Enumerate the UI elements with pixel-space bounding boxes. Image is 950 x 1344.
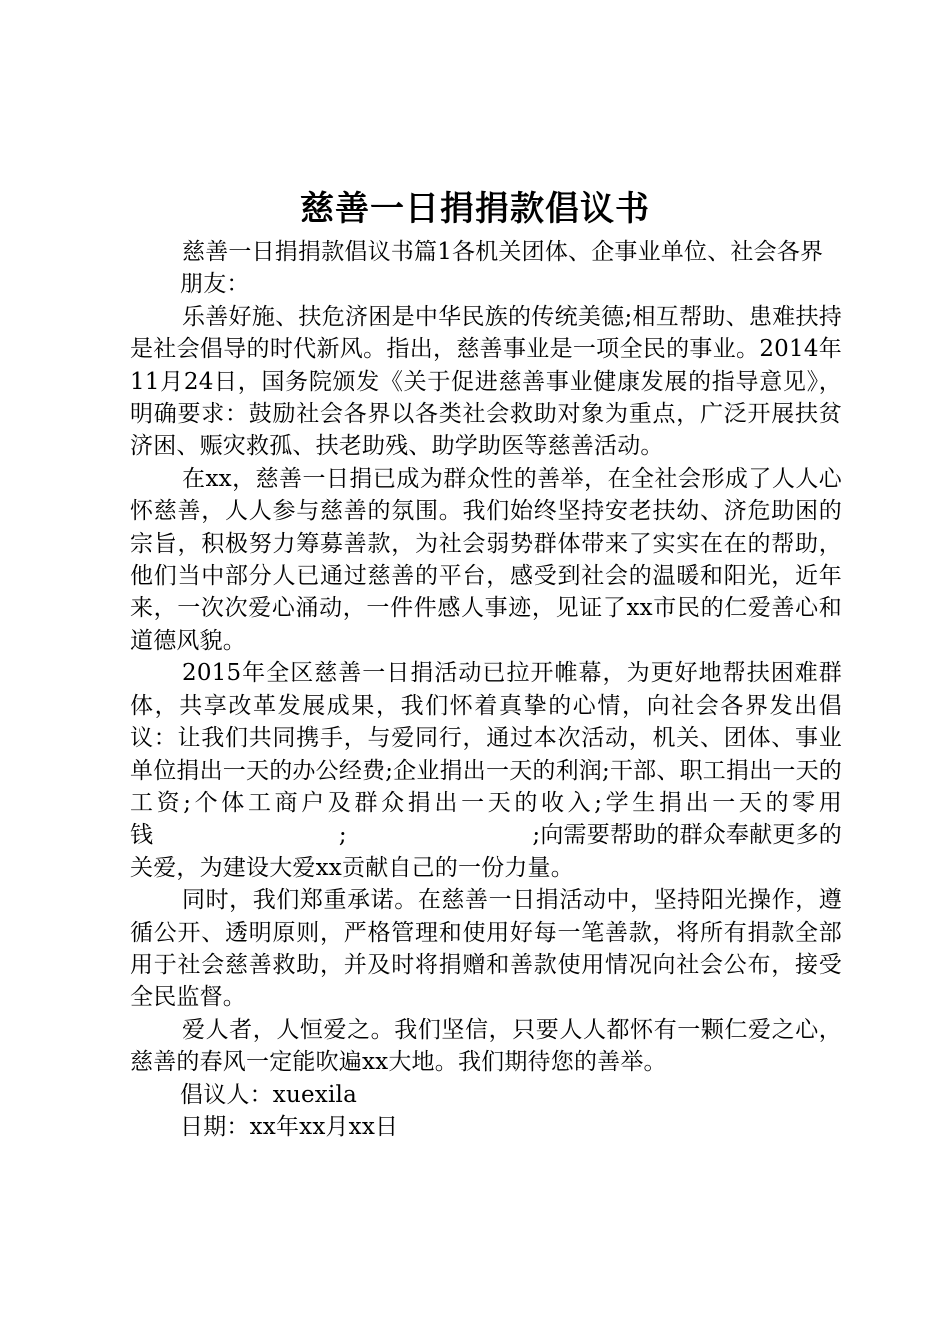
paragraph-salutation: 朋友： bbox=[180, 271, 250, 298]
paragraph-background: 乐善好施、扶危济困是中华民族的传统美德;相互帮助、患难扶持是社会倡导的时代新风。指出，慈善事业是一项全民的事业。2014年11月24日，国务院颁发《关于促进慈善事业健康发展的指导意见》，明确要求：鼓励社会各界以各类社会救助对象为重点，广泛开展扶贫济困、赈灾救孤、扶老助残、助学助医等慈善活动。 bbox=[130, 303, 842, 460]
document-body bbox=[130, 236, 842, 1143]
paragraph-proposal: 2015年全区慈善一日捐活动已拉开帷幕，为更好地帮扶困难群体，共享改革发展成果，我们怀着真挚的心情，向社会各界发出倡议：让我们共同携手，与爱同行，通过本次活动，机关、团体、事业单位捐出一天的办公经费;企业捐出一天的利润;干部、职工捐出一天的工资;个体工商户及群众捐出一天的收入;学生捐出一天的零用钱 ; ;向需要帮助的群众奉献更多的关爱，为建设大爱xx贡献自己的一份力量。 bbox=[130, 660, 842, 881]
paragraph-local-practice: 在xx，慈善一日捐已成为群众性的善举，在全社会形成了人人心怀慈善，人人参与慈善的氛围。我们始终坚持安老扶幼、济危助困的宗旨，积极努力筹募善款，为社会弱势群体带来了实实在在的帮助，他们当中部分人已通过慈善的平台，感受到社会的温暖和阳光，近年来，一次次爱心涌动，一件件感人事迹，见证了xx市民的仁爱善心和道德风貌。 bbox=[130, 465, 842, 654]
paragraph-intro: 慈善一日捐捐款倡议书篇1各机关团体、企事业单位、社会各界 bbox=[182, 239, 824, 265]
date-line: 日期：xx年xx月xx日 bbox=[180, 1113, 399, 1140]
paragraph-commitment: 同时，我们郑重承诺。在慈善一日捐活动中，坚持阳光操作，遵循公开、透明原则，严格管理和使用好每一笔善款，将所有捐款全部用于社会慈善救助，并及时将捐赠和善款使用情况向社会公布，接受全民监督。 bbox=[130, 887, 842, 1011]
document-title: 慈善一日捐捐款倡议书 bbox=[300, 189, 650, 229]
paragraph-closing: 爱人者，人恒爱之。我们坚信，只要人人都怀有一颗仁爱之心，慈善的春风一定能吹遍xx大地。我们期待您的善举。 bbox=[130, 1016, 842, 1076]
signer-line: 倡议人：xuexila bbox=[180, 1081, 357, 1108]
